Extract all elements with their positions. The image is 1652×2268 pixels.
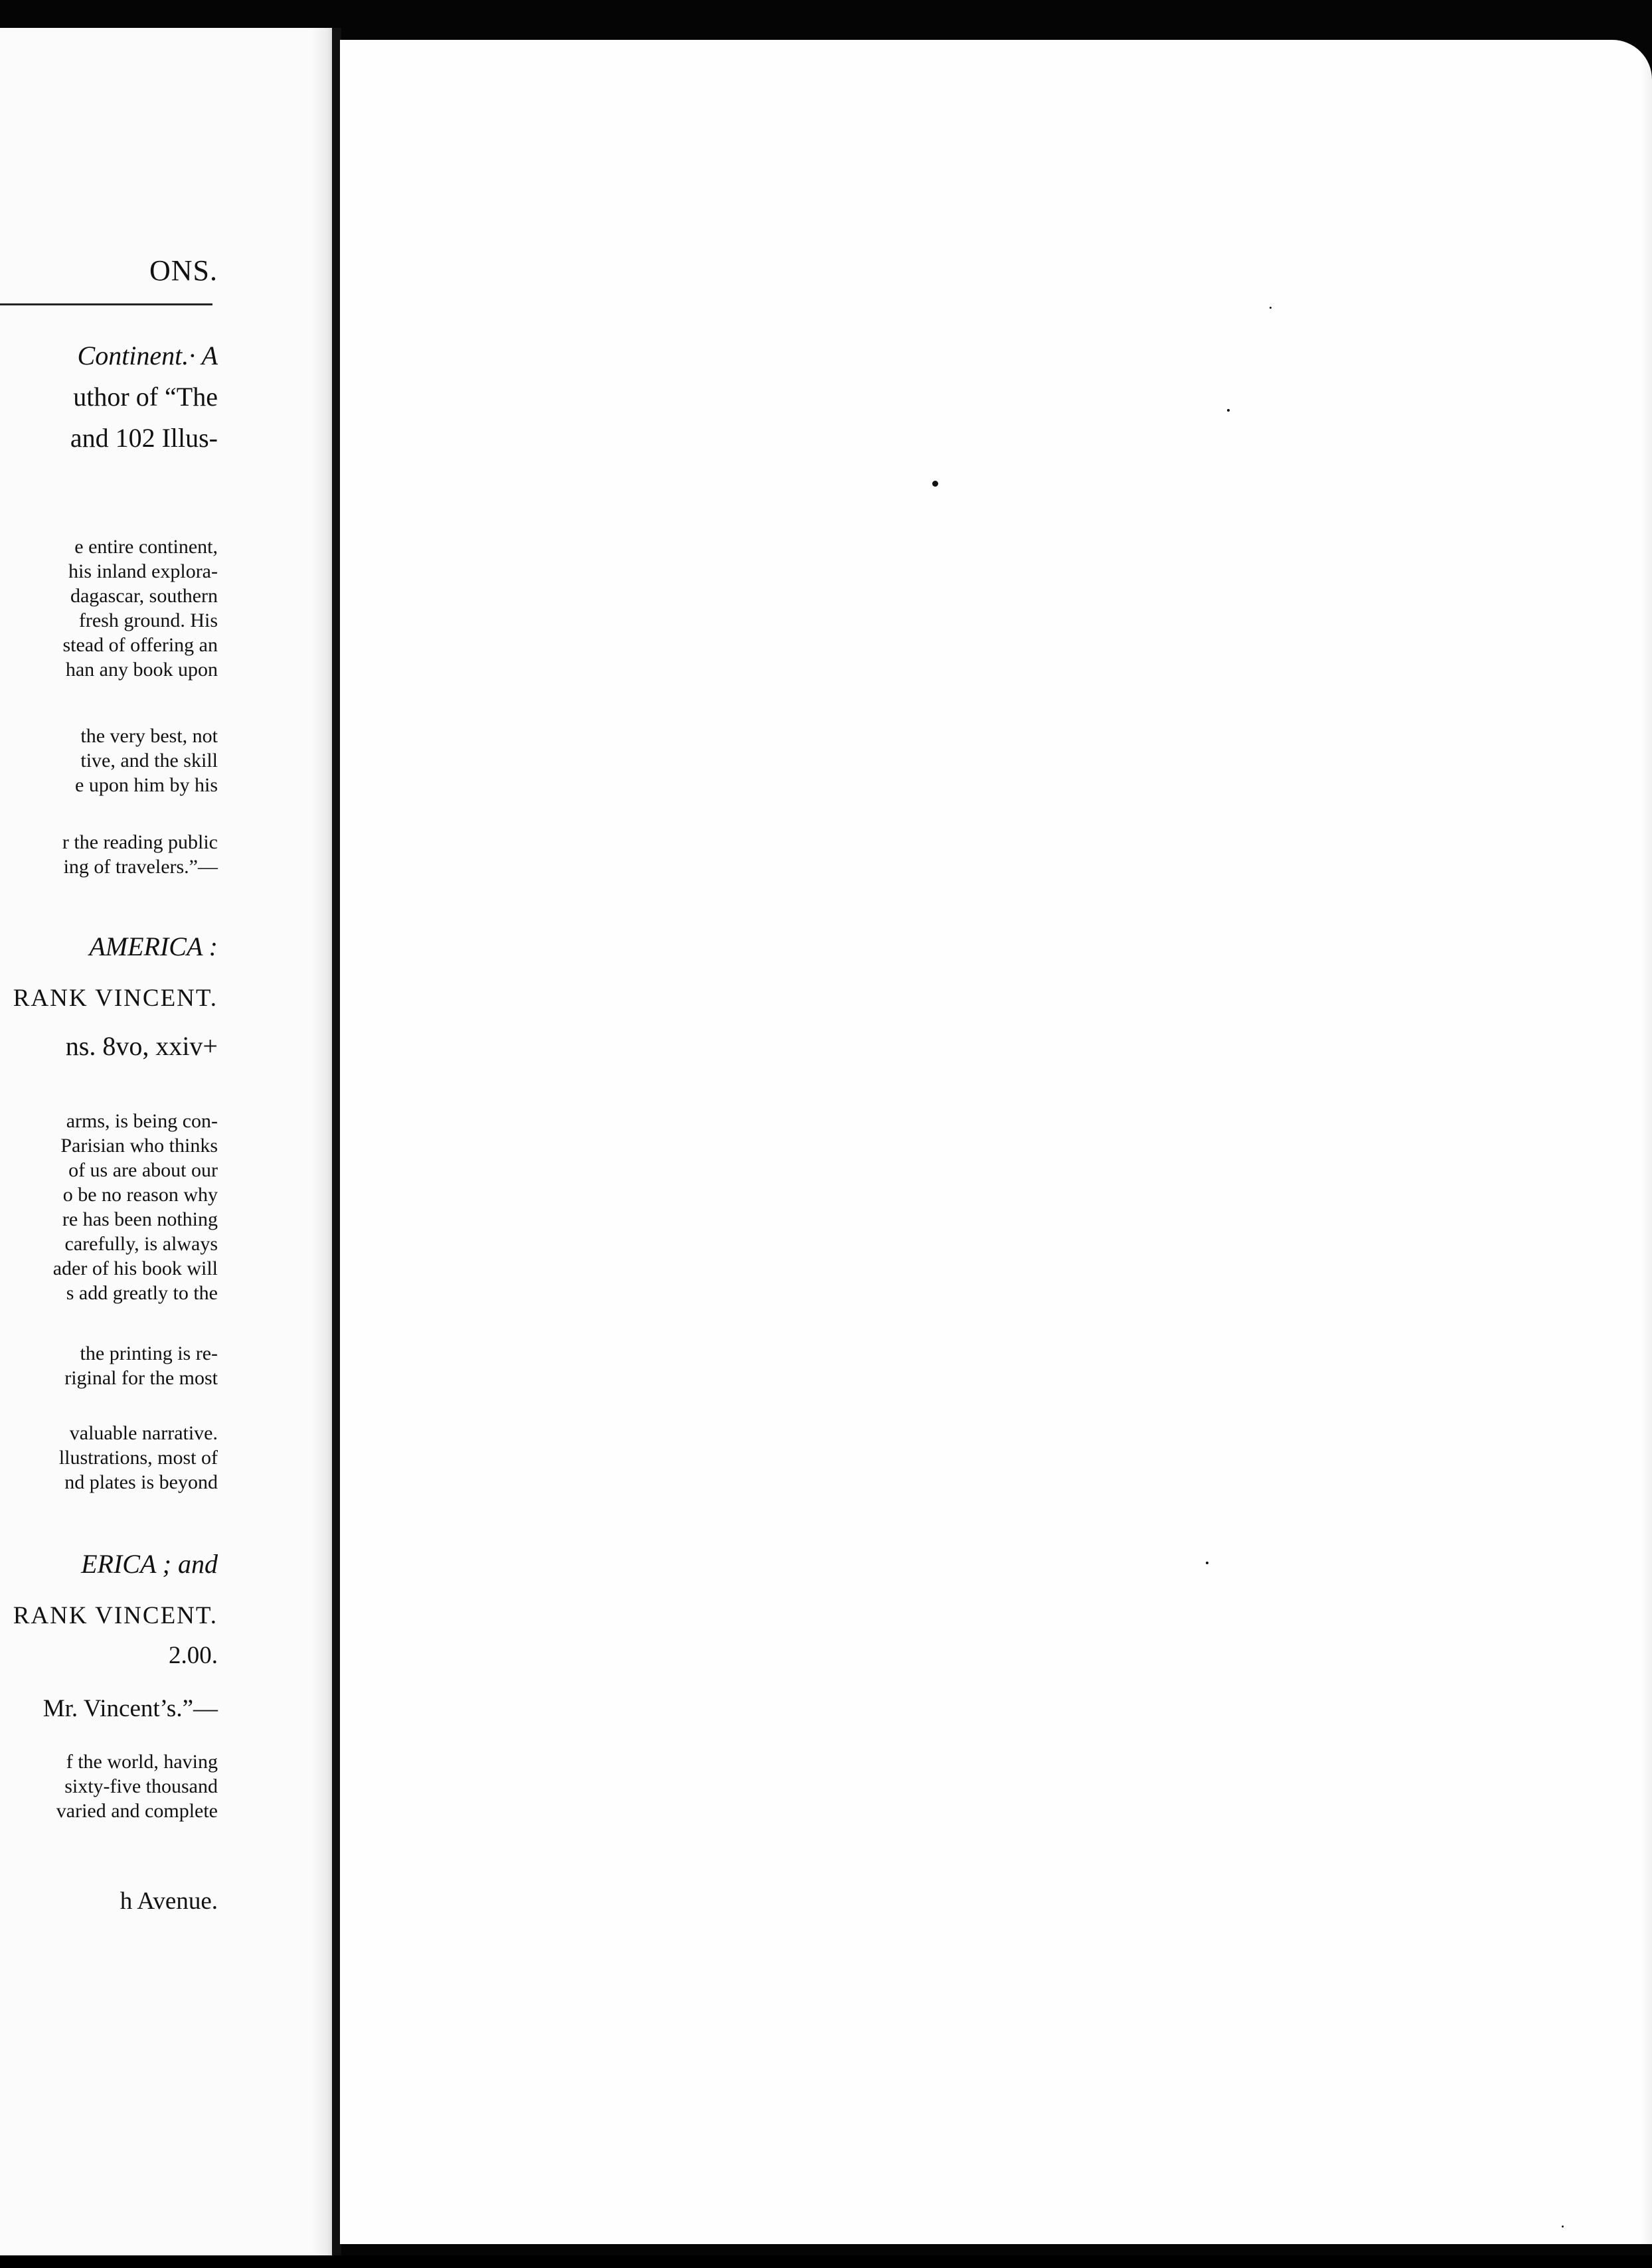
review-line: f the world, having <box>66 1751 218 1773</box>
header-title: ONS. <box>149 254 218 287</box>
left-page <box>0 28 337 2255</box>
book-title-line: Continent.· A <box>77 341 218 370</box>
review-line: o be no reason why <box>62 1184 218 1206</box>
review-line: Parisian who thinks <box>60 1135 218 1157</box>
review-line: fresh ground. His <box>78 609 218 631</box>
review-line: re has been nothing <box>62 1208 218 1230</box>
review-line: sixty-five thousand <box>64 1775 218 1797</box>
header-rule <box>0 303 212 305</box>
dust-speck <box>932 481 938 487</box>
book-title-line: and 102 Illus- <box>70 423 218 453</box>
review-line: r the reading public <box>62 831 218 853</box>
dust-speck <box>1562 2226 1564 2228</box>
review-line: han any book upon <box>65 659 218 681</box>
review-line: Mr. Vincent’s.”— <box>42 1695 218 1722</box>
review-line: ing of travelers.”— <box>63 856 218 878</box>
review-line: the printing is re- <box>80 1342 218 1364</box>
dust-speck <box>1206 1562 1208 1564</box>
review-line: s add greatly to the <box>66 1282 218 1304</box>
review-line: nd plates is beyond <box>64 1471 218 1493</box>
book-title-line: RANK VINCENT. <box>13 1602 218 1629</box>
right-page-blank <box>340 40 1652 2244</box>
scan-border <box>0 2255 1652 2268</box>
review-line: valuable narrative. <box>69 1422 218 1444</box>
review-line: of us are about our <box>68 1159 218 1181</box>
publisher-address: h Avenue. <box>120 1888 218 1915</box>
book-title-line: uthor of “The <box>73 382 218 412</box>
review-line: carefully, is always <box>64 1233 218 1255</box>
book-title-line: 2.00. <box>169 1642 218 1669</box>
review-line: the very best, not <box>80 725 218 747</box>
review-line: varied and complete <box>56 1800 218 1822</box>
review-line: his inland explora- <box>68 560 218 582</box>
review-line: e upon him by his <box>75 774 218 796</box>
book-title-line: ERICA ; and <box>81 1549 218 1579</box>
book-title-line: RANK VINCENT. <box>13 985 218 1012</box>
book-title-line: ns. 8vo, xxiv+ <box>65 1031 218 1061</box>
review-line: ader of his book will <box>52 1257 218 1279</box>
dust-speck <box>1270 307 1272 309</box>
book-title-line: AMERICA : <box>89 932 218 961</box>
review-line: stead of offering an <box>62 634 218 656</box>
dust-speck <box>1227 409 1230 412</box>
page-edge <box>1640 40 1652 2244</box>
review-line: riginal for the most <box>64 1367 218 1389</box>
review-line: e entire continent, <box>74 536 218 558</box>
review-line: llustrations, most of <box>58 1447 218 1469</box>
review-line: dagascar, southern <box>70 585 218 607</box>
review-line: arms, is being con- <box>66 1110 218 1132</box>
review-line: tive, and the skill <box>80 750 218 771</box>
